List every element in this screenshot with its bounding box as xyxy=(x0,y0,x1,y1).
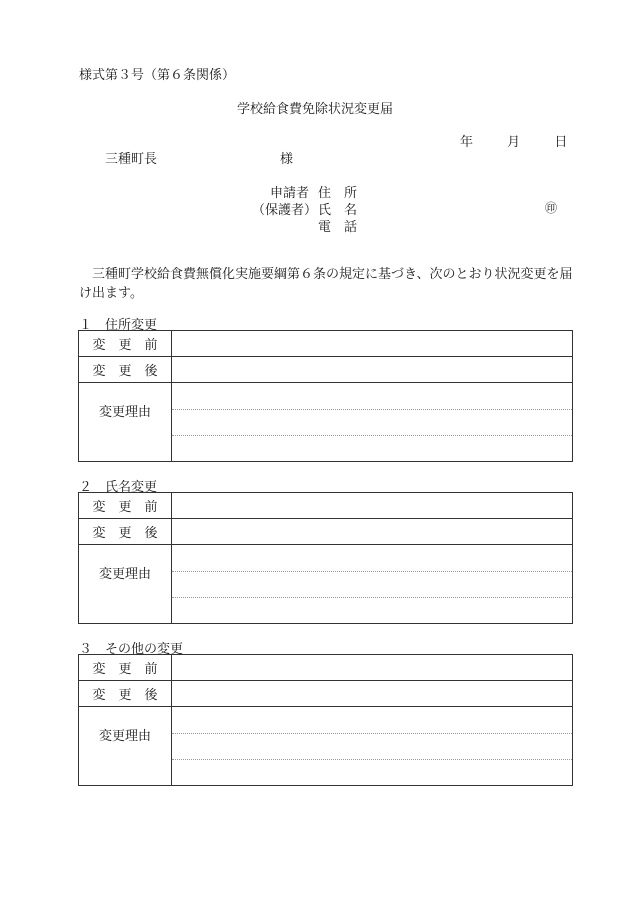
reason-label: 変更理由 xyxy=(79,545,172,624)
document-title: 学校給食費免除状況変更届 xyxy=(236,102,393,117)
before-label: 変 更 前 xyxy=(79,493,172,519)
section-title-name-change: ２ 氏名変更 xyxy=(79,480,158,495)
other-reason-field[interactable] xyxy=(172,707,573,786)
address-before-field[interactable] xyxy=(172,331,573,357)
address-change-table xyxy=(78,330,573,462)
name-change-table xyxy=(78,492,573,624)
date-month-label: 月 xyxy=(507,135,521,150)
name-after-field[interactable] xyxy=(172,519,573,545)
name-reason-field[interactable] xyxy=(172,545,573,624)
applicant-role: 申請者 xyxy=(269,186,309,201)
name-label: 氏 名 xyxy=(318,203,358,218)
reason-label: 変更理由 xyxy=(79,707,172,786)
address-reason-field[interactable] xyxy=(172,383,573,462)
addressee-name: 三種町長 xyxy=(105,152,158,167)
phone-label: 電 話 xyxy=(318,220,358,235)
form-number: 様式第３号（第６条関係） xyxy=(79,68,236,83)
reason-label: 変更理由 xyxy=(79,383,172,462)
section-title-other-change: ３ その他の変更 xyxy=(79,642,184,657)
other-before-field[interactable] xyxy=(172,655,573,681)
addressee-honorific: 様 xyxy=(280,152,294,167)
intro-paragraph: 三種町学校給食費無償化実施要綱第６条の規定に基づき、次のとおり状況変更を届け出ます。 xyxy=(79,267,573,301)
address-after-field[interactable] xyxy=(172,357,573,383)
date-day-label: 日 xyxy=(554,135,568,150)
date-line xyxy=(460,131,567,150)
date-year-label: 年 xyxy=(460,135,474,150)
other-change-table xyxy=(78,654,573,786)
section-title-address-change: １ 住所変更 xyxy=(79,318,158,333)
before-label: 変 更 前 xyxy=(79,331,172,357)
after-label: 変 更 後 xyxy=(79,681,172,707)
seal-mark: ㊞ xyxy=(545,201,558,215)
other-after-field[interactable] xyxy=(172,681,573,707)
after-label: 変 更 後 xyxy=(79,519,172,545)
address-label: 住 所 xyxy=(318,186,358,201)
after-label: 変 更 後 xyxy=(79,357,172,383)
before-label: 変 更 前 xyxy=(79,655,172,681)
name-before-field[interactable] xyxy=(172,493,573,519)
applicant-role-paren: （保護者） xyxy=(252,203,318,218)
